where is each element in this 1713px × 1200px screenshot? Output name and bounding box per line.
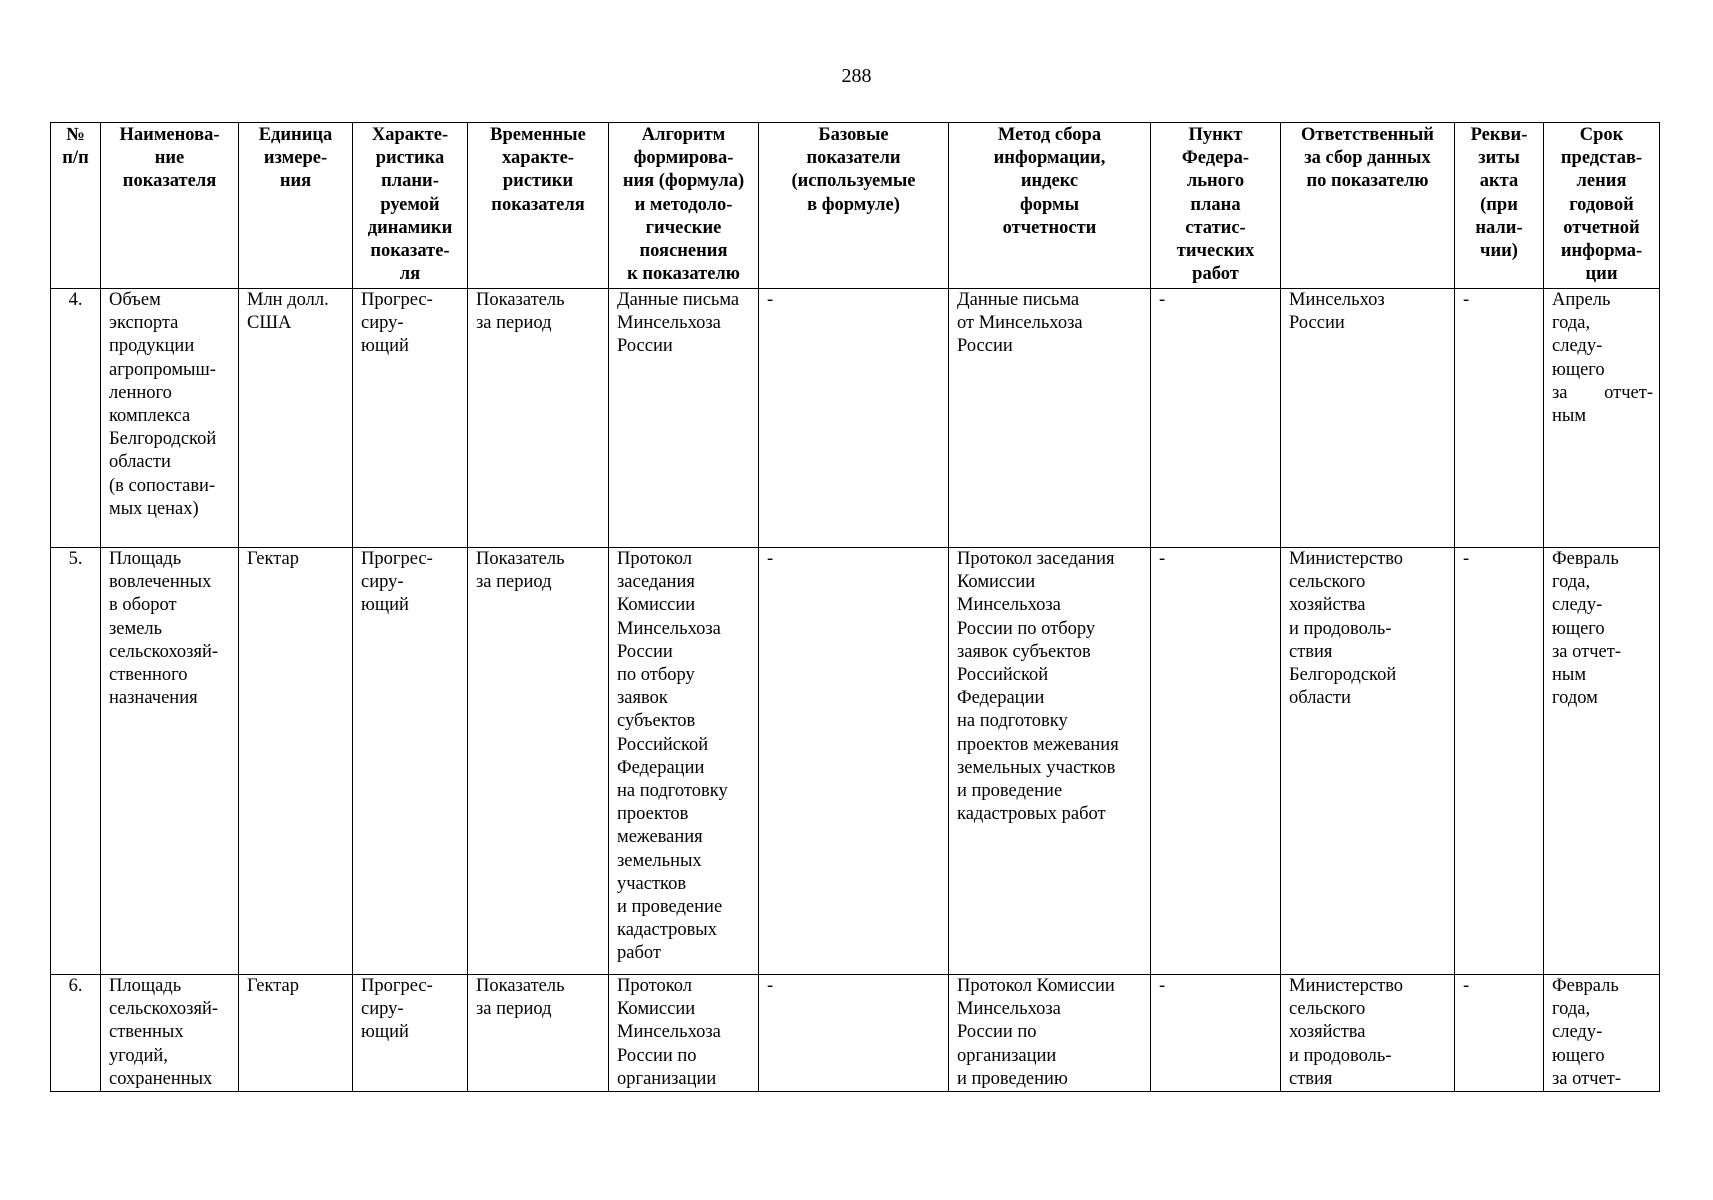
header-number: № п/п — [51, 123, 101, 289]
indicator-name: Площадь вовлеченных в оборот земель сельскохозяй- ственного назначения — [101, 548, 239, 975]
table-row — [51, 975, 1660, 1092]
dynamics: Прогрес- сиру- ющий — [353, 289, 468, 548]
deadline-text-tail: ным — [1552, 406, 1587, 427]
indicator-name: Объем экспорта продукции агропромыш- ленного комплекса Белгородской области (в сопостави- мых ценах) — [101, 289, 239, 548]
algorithm: Протокол Комиссии Минсельхоза России по организации — [609, 975, 759, 1092]
header-algorithm: Алгоритм формирова- ния (формула) и методоло- гические пояснения к показателю — [609, 123, 759, 289]
responsible: Минсельхоз России — [1281, 289, 1455, 548]
header-row — [51, 123, 1660, 289]
deadline-text: Февраль года, следу- ющего за отчет- — [1552, 976, 1621, 1089]
row-number: 5. — [51, 548, 101, 975]
unit: Гектар — [239, 975, 353, 1092]
page-number: 288 — [841, 65, 872, 87]
collection-method: Протокол заседания Комиссии Минсельхоза России по отбору заявок субъектов Российской Федерации на подготовку проектов межевания земельных участков и проведение кадастровых работ — [949, 548, 1151, 975]
deadline — [1544, 548, 1660, 975]
deadline — [1544, 975, 1660, 1092]
header-federal-plan-item: Пункт Федера- льного плана статис- тических работ — [1151, 123, 1281, 289]
header-dynamics: Характе- ристика плани- руемой динамики показате- ля — [353, 123, 468, 289]
table-row — [51, 289, 1660, 548]
header-responsible: Ответственный за сбор данных по показателю — [1281, 123, 1455, 289]
responsible: Министерство сельского хозяйства и продоволь- ствия — [1281, 975, 1455, 1092]
responsible: Министерство сельского хозяйства и продоволь- ствия Белгородской области — [1281, 548, 1455, 975]
header-act-requisites: Рекви- зиты акта (при нали- чии) — [1455, 123, 1544, 289]
header-deadline: Срок представ- ления годовой отчетной информа- ции — [1544, 123, 1660, 289]
base-indicators: - — [759, 289, 949, 548]
time-characteristics: Показатель за период — [468, 975, 609, 1092]
row-number: 6. — [51, 975, 101, 1092]
header-base-indicators: Базовые показатели (используемые в формуле) — [759, 123, 949, 289]
deadline-text-justified: за отчет- — [1552, 382, 1653, 403]
header-collection-method: Метод сбора информации, индекс формы отчетности — [949, 123, 1151, 289]
federal-plan-item: - — [1151, 975, 1281, 1092]
header-time-characteristics: Временные характе- ристики показателя — [468, 123, 609, 289]
unit: Гектар — [239, 548, 353, 975]
federal-plan-item: - — [1151, 289, 1281, 548]
indicators-table — [50, 122, 1660, 1092]
algorithm: Данные письма Минсельхоза России — [609, 289, 759, 548]
row-number: 4. — [51, 289, 101, 548]
header-indicator-name: Наименова- ние показателя — [101, 123, 239, 289]
dynamics: Прогрес- сиру- ющий — [353, 548, 468, 975]
base-indicators: - — [759, 548, 949, 975]
unit: Млн долл. США — [239, 289, 353, 548]
base-indicators: - — [759, 975, 949, 1092]
algorithm: Протокол заседания Комиссии Минсельхоза России по отбору заявок субъектов Российской Федерации на подготовку проектов межевания земельных участков и проведение кадастровых работ — [609, 548, 759, 975]
collection-method: Протокол Комиссии Минсельхоза России по организации и проведению — [949, 975, 1151, 1092]
act-requisites: - — [1455, 289, 1544, 548]
collection-method: Данные письма от Минсельхоза России — [949, 289, 1151, 548]
deadline-text: Февраль года, следу- ющего за отчет- ным годом — [1552, 549, 1621, 709]
time-characteristics: Показатель за период — [468, 289, 609, 548]
dynamics: Прогрес- сиру- ющий — [353, 975, 468, 1092]
deadline — [1544, 289, 1660, 548]
act-requisites: - — [1455, 975, 1544, 1092]
table-row — [51, 548, 1660, 975]
act-requisites: - — [1455, 548, 1544, 975]
indicator-name: Площадь сельскохозяй- ственных угодий, сохраненных — [101, 975, 239, 1092]
time-characteristics: Показатель за период — [468, 548, 609, 975]
header-unit: Единица измере- ния — [239, 123, 353, 289]
deadline-text: Апрель года, следу- ющего — [1552, 290, 1611, 380]
federal-plan-item: - — [1151, 548, 1281, 975]
